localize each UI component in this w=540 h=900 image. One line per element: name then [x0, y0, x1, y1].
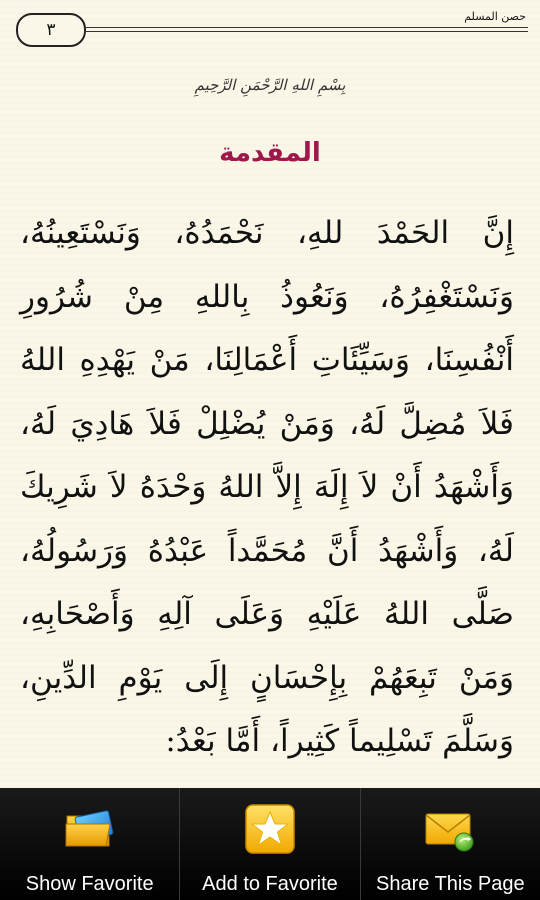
- share-page-button[interactable]: [360, 788, 540, 900]
- show-favorite-label: Show Favorite: [25, 873, 154, 895]
- star-icon: [243, 802, 297, 856]
- show-favorite-button[interactable]: [0, 788, 179, 900]
- page-body-text: إِنَّ الحَمْدَ للهِ، نَحْمَدُهُ، وَنَسْتَعِينُهُ، وَنَسْتَغْفِرُهُ، وَنَعُوذُ بِاللهِ مِنْ شُرُورِ أَنْفُسِنَا، وَسَيِّئَاتِ أَعْمَالِنَا، مَنْ يَهْدِهِ اللهُ فَلاَ مُضِلَّ لَهُ، وَمَنْ يُضْلِلْ فَلاَ هَادِيَ لَهُ، وَأَشْهَدُ أَنْ لاَ إِلَهَ إِلاَّ اللهُ وَحْدَهُ لاَ شَرِيكَ لَهُ، وَأَشْهَدُ أَنَّ مُحَمَّداً عَبْدُهُ وَرَسُولُهُ، صَلَّى اللهُ عَلَيْهِ وَعَلَى آلِهِ وَأَصْحَابِهِ، وَمَنْ تَبِعَهُمْ بِإِحْسَانٍ إِلَى يَوْمِ الدِّينِ، وَسَلَّمَ تَسْلِيماً كَثِيراً، أَمَّا بَعْدُ:: [20, 215, 514, 759]
- section-title: المقدمة: [219, 138, 321, 168]
- book-title: حصن المسلم: [464, 10, 526, 23]
- basmala: بِسْمِ اللهِ الرَّحْمَنِ الرَّحِيمِ: [194, 76, 346, 94]
- header-divider: [84, 27, 528, 32]
- page-number: ٣: [46, 20, 56, 40]
- folder-icon: [63, 802, 117, 856]
- add-to-favorite-button[interactable]: [179, 788, 359, 900]
- bottom-action-bar: [0, 788, 540, 900]
- envelope-icon: [423, 802, 477, 856]
- add-to-favorite-label: Add to Favorite: [202, 873, 338, 895]
- share-page-label: Share This Page: [376, 873, 525, 895]
- page-number-badge: [16, 13, 86, 47]
